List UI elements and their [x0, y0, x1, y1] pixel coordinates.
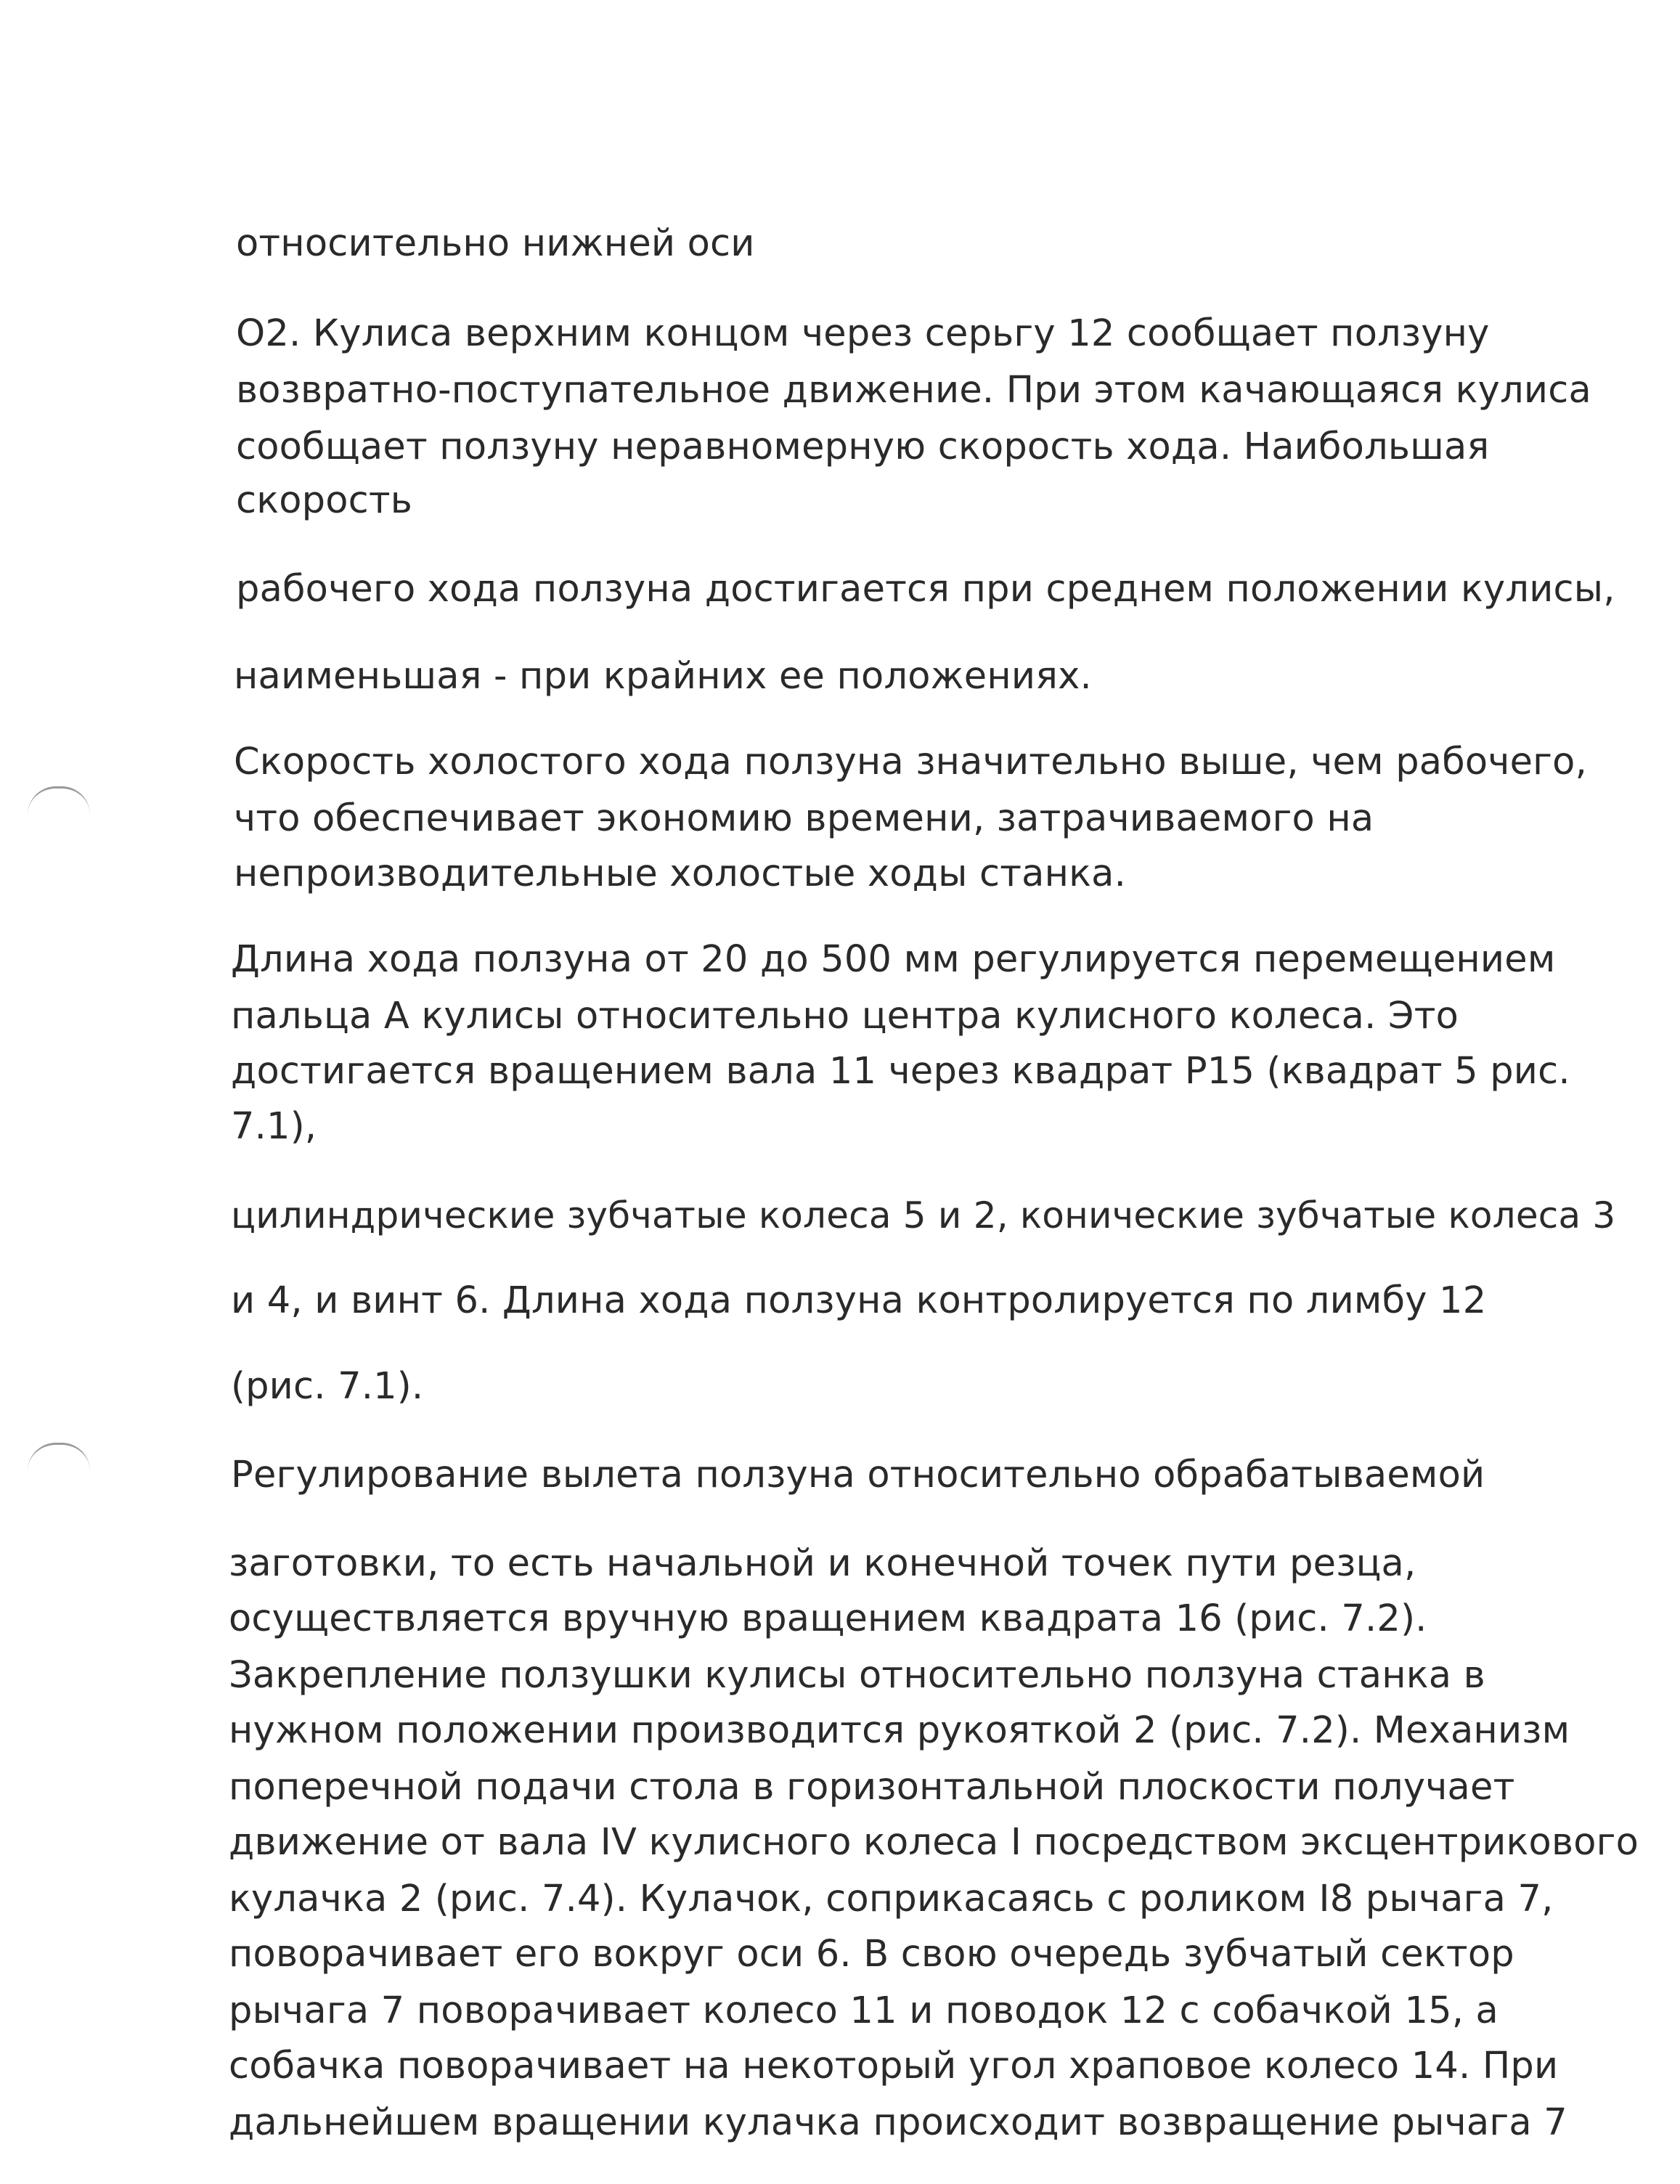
- punch-hole-mark-lower: [28, 1443, 90, 1471]
- text-line-11: Длина хода ползуна от 20 до 500 мм регулируется перемещением: [231, 938, 1556, 981]
- text-line-27: рычага 7 поворачивает колесо 11 и поводок 12 с собачкой 15, а: [229, 1989, 1499, 2032]
- text-line-3: возвратно-поступательное движение. При этом качающаяся кулиса: [236, 369, 1591, 412]
- text-line-28: собачка поворачивает на некоторый угол храповое колесо 14. При: [229, 2045, 1559, 2087]
- text-line-8: Скорость холостого хода ползуна значительно выше, чем рабочего,: [234, 741, 1587, 783]
- text-line-18: Регулирование вылета ползуна относительно обрабатываемой: [231, 1454, 1485, 1496]
- text-line-9: что обеспечивает экономию времени, затрачиваемого на: [234, 797, 1374, 840]
- text-line-2: О2. Кулиса верхним концом через серьгу 12 сообщает ползуну: [236, 312, 1490, 355]
- text-line-13: достигается вращением вала 11 через квадрат Р15 (квадрат 5 рис.: [231, 1050, 1570, 1093]
- text-line-17: (рис. 7.1).: [231, 1365, 424, 1408]
- text-line-7: наименьшая - при крайних ее положениях.: [234, 655, 1092, 698]
- text-line-29: дальнейшем вращении кулачка происходит возвращение рычага 7: [229, 2101, 1567, 2144]
- text-line-23: поперечной подачи стола в горизонтальной плоскости получает: [229, 1766, 1515, 1809]
- text-line-15: цилиндрические зубчатые колеса 5 и 2, конические зубчатые колеса 3: [231, 1194, 1616, 1236]
- text-line-4: сообщает ползуну неравномерную скорость хода. Наибольшая: [236, 425, 1490, 468]
- text-line-5: скорость: [236, 479, 413, 522]
- text-line-25: кулачка 2 (рис. 7.4). Кулачок, соприкасаясь с роликом I8 рычага 7,: [229, 1878, 1554, 1920]
- text-line-6: рабочего хода ползуна достигается при среднем положении кулисы,: [236, 568, 1615, 611]
- text-line-14: 7.1),: [231, 1105, 317, 1148]
- punch-hole-mark-upper: [28, 786, 90, 815]
- text-line-10: непроизводительные холостые ходы станка.: [234, 852, 1127, 895]
- text-line-20: осуществляется вручную вращением квадрата 16 (рис. 7.2).: [229, 1597, 1427, 1640]
- text-line-24: движение от вала IV кулисного колеса I посредством эксцентрикового: [229, 1821, 1639, 1864]
- text-line-16: и 4, и винт 6. Длина хода ползуна контролируется по лимбу 12: [231, 1279, 1487, 1322]
- text-line-26: поворачивает его вокруг оси 6. В свою очередь зубчатый сектор: [229, 1933, 1514, 1976]
- text-line-12: пальца А кулисы относительно центра кулисного колеса. Это: [231, 995, 1459, 1038]
- text-line-19: заготовки, то есть начальной и конечной точек пути резца,: [229, 1542, 1416, 1585]
- text-line-22: нужном положении производится рукояткой 2 (рис. 7.2). Механизм: [229, 1709, 1570, 1752]
- text-line-21: Закрепление ползушки кулисы относительно ползуна станка в: [229, 1654, 1485, 1697]
- text-line-1: относительно нижней оси: [236, 222, 755, 265]
